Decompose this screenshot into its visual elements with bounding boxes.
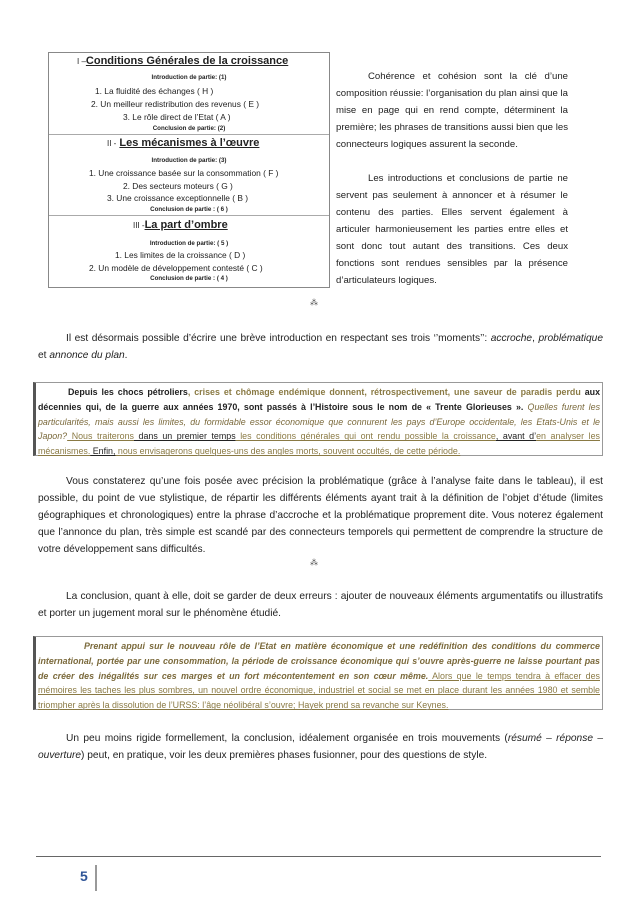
part3-heading: III -La part d’ombre	[133, 219, 228, 231]
page-number: 5	[80, 868, 88, 884]
intro-example-box: Depuis les chocs pétroliers, crises et chômage endémique donnent, rétrospectivement, une saveur de paradis perdu aux décennies qui, de la guerre aux années 1970, sont passés à l’Histoire sous le nom de « Trente Glorieuses ». Quelles furent les particularités, mais aussi les limites, du formidable essor économique que connurent les pays d’Europe occidentale, les Etats-Unis et le Japon? Nous traiterons dans un premier temps les conditions générales qui ont rendu possible la croissance, avant d’en analyser les mécanismes. Enfin, nous envisagerons quelques-uns des angles morts, souvent occultés, de cette période.	[33, 382, 603, 456]
plan-item: 1. La fluidité des échanges ( H )	[95, 86, 214, 96]
plan-item: 1. Les limites de la croissance ( D )	[115, 250, 246, 260]
conclusion-paragraph: La conclusion, quant à elle, doit se garder de deux erreurs : ajouter de nouveaux éléments argumentatifs ou illustratifs et porter un jugement moral sur le phénomène étudié.	[38, 591, 603, 619]
page-number-bar	[95, 865, 97, 891]
divider	[49, 134, 329, 135]
asterism: ⁂	[310, 298, 318, 307]
middle-paragraph: Vous constaterez qu’une fois posée avec précision la problématique (grâce à l’analyse faite dans le tableau), il est possible, du point de vue stylistique, de répartir les différents éléments ayant trait à la définition de l’objet d’étude (limites géographiques et chronologiques) entre la phrase d’accroche et la problématique proprement dite. Vous noterez également que l’annonce du plan, très simple est scandé par des connecteurs temporels qui permettent de comprendre la structure de votre développement sans difficultés.	[38, 476, 603, 555]
divider	[49, 215, 329, 216]
plan-item: 1. Une croissance basée sur la consommation ( F )	[89, 168, 279, 178]
plan-item: 2. Un meilleur redistribution des revenus ( E )	[91, 99, 260, 109]
part1-heading: I –Conditions Générales de la croissance	[77, 55, 289, 67]
part1-conclusion: Conclusion de partie: (2)	[152, 125, 226, 132]
conclusion-example-box: Prenant appui sur le nouveau rôle de l’Etat en matière économique et une redéfinition des conditions du commerce international, portée par une consommation, la période de croissance économique qui s’ouvre après-guerre ne laisse pourtant pas de créer des inégalités sur ces marges et un fort mécontentement en son cœur même. Alors que le temps tendra à effacer des mémoires les taches les plus sombres, un nouvel ordre économique, industriel et social se met en place durant les années 1980 et semble triompher après la dissolution de l’URSS: l’âge néolibéral s’ouvre; Hayek prend sa revanche sur Keynes.	[33, 636, 603, 710]
plan-table	[48, 52, 330, 288]
part3-conclusion: Conclusion de partie : ( 4 )	[150, 275, 228, 282]
part2-intro: Introduction de partie: (3)	[151, 157, 227, 164]
part1-intro: Introduction de partie: (1)	[151, 74, 227, 81]
intro-paragraph: Il est désormais possible d’écrire une brève introduction en respectant ses trois ‘’moments’’: accroche, problématique et annonce du plan.	[38, 333, 603, 361]
asterism: ⁂	[310, 558, 318, 567]
part3-intro: Introduction de partie: ( 5 )	[149, 240, 229, 247]
plan-item: 2. Un modèle de développement contesté ( C )	[89, 263, 263, 273]
final-paragraph: Un peu moins rigide formellement, la conclusion, idéalement organisée en trois mouvements (résumé – réponse – ouverture) peut, en pratique, voir les deux premières phases fusionner, pour des questions de style.	[38, 733, 604, 761]
plan-item: 2. Des secteurs moteurs ( G )	[123, 181, 233, 191]
right-paragraph-2: Les introductions et conclusions de partie ne servent pas seulement à annoncer et à résumer le contenu des parties. Elles servent également à articuler harmonieusement les parties entre elles et sont donc tout autant des transitions. Ces deux fonctions sont rendues sensibles par la présence d’articulateurs logiques.	[336, 173, 568, 286]
plan-item: 3. Le rôle direct de l’Etat ( A )	[123, 112, 231, 122]
part2-heading: II - Les mécanismes à l’œuvre	[107, 137, 260, 149]
footer-rule	[36, 856, 601, 857]
right-paragraph-1: Cohérence et cohésion sont la clé d’une composition réussie: l’organisation du plan ainsi que la mise en page qui en rend compte, déterminent la première; les phrases de transitions aussi bien que les connecteurs logiques assurent la seconde.	[336, 71, 568, 150]
part2-conclusion: Conclusion de partie : ( 6 )	[150, 206, 228, 213]
plan-item: 3. Une croissance exceptionnelle ( B )	[107, 193, 249, 203]
